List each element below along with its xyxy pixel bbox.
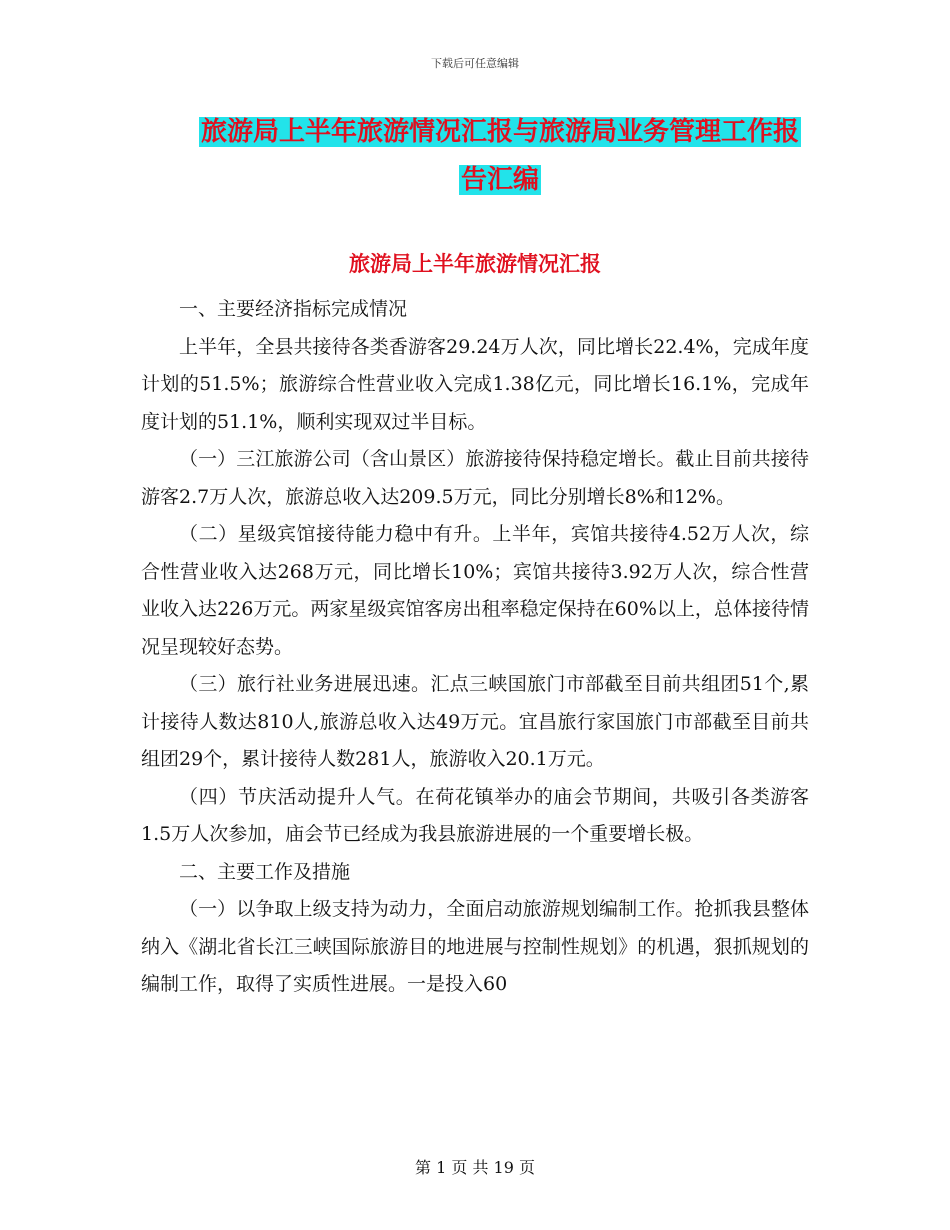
- document-title: [120, 108, 880, 204]
- section-title: 旅游局上半年旅游情况汇报: [349, 251, 601, 276]
- body-text: [141, 291, 809, 1004]
- paragraph-planning: （一）以争取上级支持为动力，全面启动旅游规划编制工作。抢抓我县整体纳入《湖北省长江三峡国际旅游目的地进展与控制性规划》的机遇，狠抓规划的编制工作，取得了实质性进展。一是投入60: [141, 898, 809, 995]
- document-title-line1: 旅游局上半年旅游情况汇报与旅游局业务管理工作报: [200, 117, 799, 147]
- paragraph-sanjiang: （一）三江旅游公司（含山景区）旅游接待保持稳定增长。截止目前共接待游客2.7万人次，旅游总收入达209.5万元，同比分别增长8%和12%。: [141, 448, 809, 508]
- paragraph-travel-agencies: （三）旅行社业务进展迅速。汇点三峡国旅门市部截至目前共组团51个,累计接待人数达810人,旅游总收入达49万元。宜昌旅行家国旅门市部截至目前共组团29个，累计接待人数281人，旅游收入20.1万元。: [141, 673, 809, 770]
- header-note: 下载后可任意编辑: [431, 57, 519, 70]
- paragraph-hotels: （二）星级宾馆接待能力稳中有升。上半年，宾馆共接待4.52万人次，综合性营业收入达268万元，同比增长10%；宾馆共接待3.92万人次，综合性营业收入达226万元。两家星级宾馆客房出租率稳定保持在60%以上，总体接待情况呈现较好态势。: [141, 523, 809, 658]
- document-title-line2: 告汇编: [460, 165, 539, 195]
- page-footer: 第 1 页 共 19 页: [415, 1158, 535, 1177]
- paragraph-festivals: （四）节庆活动提升人气。在荷花镇举办的庙会节期间，共吸引各类游客1.5万人次参加，庙会节已经成为我县旅游进展的一个重要增长极。: [141, 785, 809, 845]
- heading-main-work: 二、主要工作及措施: [179, 860, 351, 883]
- paragraph-overview: 上半年，全县共接待各类香游客29.24万人次，同比增长22.4%，完成年度计划的51.5%；旅游综合性营业收入完成1.38亿元，同比增长16.1%，完成年度计划的51.1%，顺利实现双过半目标。: [141, 335, 809, 433]
- heading-main-indicators: 一、主要经济指标完成情况: [179, 298, 408, 320]
